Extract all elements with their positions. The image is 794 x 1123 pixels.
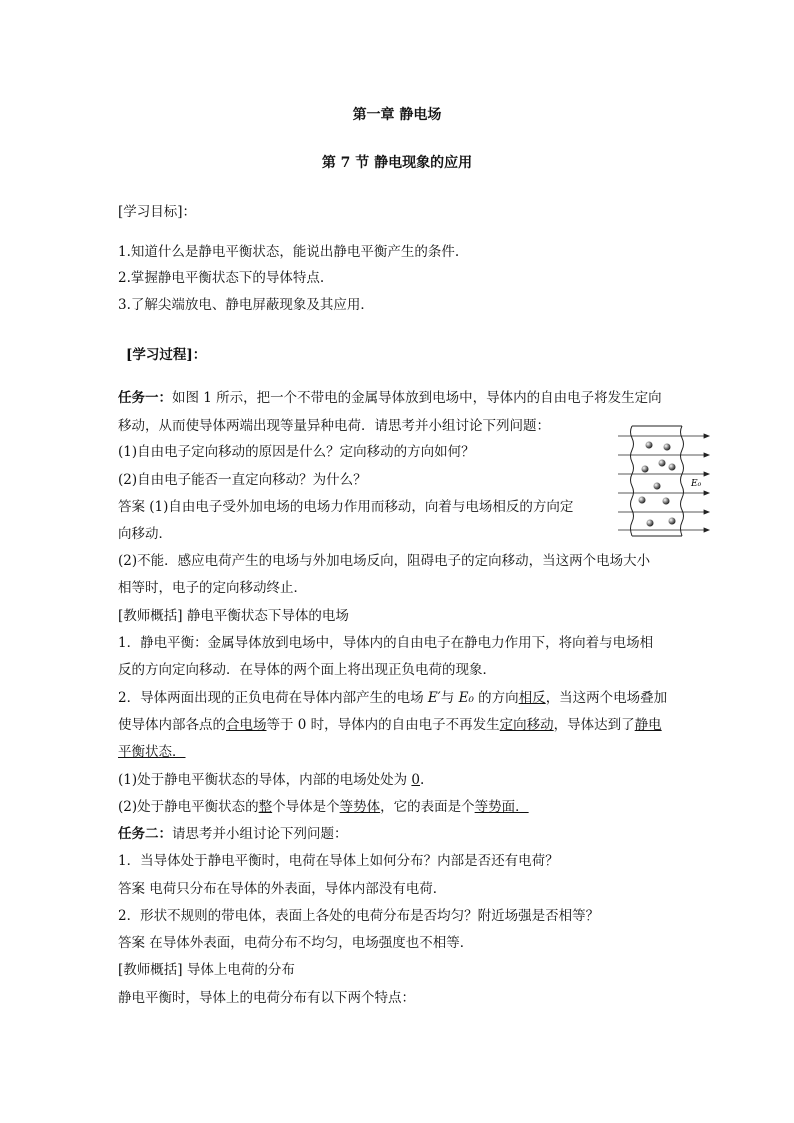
conductor-in-field-figure: [612, 424, 712, 542]
task2-answer1: 答案 电荷只分布在导体的外表面，导体内部没有电荷．: [118, 881, 447, 897]
conductor-right-edge: [681, 426, 684, 536]
task1-answer1-line2: 向移动．: [118, 526, 172, 542]
summary2-text: 静电平衡时，导体上的电荷分布有以下两个特点：: [118, 990, 415, 1006]
task1-label: 任务一：: [118, 390, 172, 406]
underline-net-field: 合电场: [226, 717, 267, 733]
task1-answer2-line2: 相等时，电子的定向移动终止．: [118, 580, 307, 596]
summary1-p2: 2．导体两面出现的正负电荷在导体内部产生的电场 E′与 E₀ 的方向相反，当这两个电场叠加: [118, 690, 668, 706]
goal-item: 2.掌握静电平衡状态下的导体特点.: [118, 270, 325, 286]
chapter-title: 第一章 静电场: [352, 107, 442, 123]
goal-item: 3.了解尖端放电、静电屏蔽现象及其应用．: [118, 297, 374, 313]
task2-intro: 任务二：请思考并小组讨论下列问题：: [118, 826, 348, 842]
field-label: E₀: [691, 479, 702, 489]
summary1-p4: 平衡状态．: [118, 744, 186, 760]
goal-item: 1.知道什么是静电平衡状态，能说出静电平衡产生的条件.: [118, 244, 460, 260]
goals-heading: [学习目标]：: [118, 204, 197, 220]
task1-line2: 移动，从而使导体两端出现等量异种电荷．请思考并小组讨论下列问题：: [118, 418, 550, 434]
process-heading: [学习过程]：: [126, 347, 207, 363]
section-title: 第 7 节 静电现象的应用: [321, 155, 473, 171]
underline-directed-motion: 定向移动: [499, 717, 554, 733]
task2-label: 任务二：: [118, 826, 172, 842]
task1-line1: 任务一：如图 1 所示，把一个不带电的金属导体放到电场中，导体内的自由电子将发生定向: [118, 390, 662, 406]
task1-answer2-line1: (2)不能．感应电荷产生的电场与外加电场反向，阻碍电子的定向移动，当这两个电场大小: [118, 553, 651, 569]
task2-question2: 2．形状不规则的带电体，表面上各处的电荷分布是否均匀？附近场强是否相等？: [118, 908, 600, 924]
task1-question1: (1)自由电子定向移动的原因是什么？定向移动的方向如何？: [118, 444, 475, 460]
summary1-p1-line1: 1．静电平衡：金属导体放到电场中，导体内的自由电子在静电力作用下，将向着与电场相: [118, 635, 654, 651]
task1-question2: (2)自由电子能否一直定向移动？为什么？: [118, 472, 367, 488]
electrons: [639, 442, 676, 527]
task2-question1: 1．当导体处于静电平衡时，电荷在导体上如何分布？内部是否还有电荷？: [118, 853, 559, 869]
summary1-item1: (1)处于静电平衡状态的导体，内部的电场处处为 0.: [118, 772, 425, 788]
task1-answer1-line1: 答案 (1)自由电子受外加电场的电场力作用而移动，向着与电场相反的方向定: [118, 499, 574, 515]
summary1-heading: [教师概括] 静电平衡状态下导体的电场: [118, 608, 349, 624]
underline-opposite: 相反: [518, 690, 546, 706]
summary1-item2: (2)处于静电平衡状态的整个导体是个等势体，它的表面是个等势面．: [118, 799, 529, 815]
conductor-left-edge: [631, 426, 634, 536]
underline-electrostatic: 静电: [634, 717, 662, 733]
task2-answer2: 答案 在导体外表面，电荷分布不均匀，电场强度也不相等．: [118, 935, 474, 951]
summary1-p3: 使导体内部各点的合电场等于 0 时，导体内的自由电子不再发生定向移动，导体达到了静电: [118, 717, 662, 733]
summary1-p1-line2: 反的方向定向移动．在导体的两个面上将出现正负电荷的现象．: [118, 662, 496, 678]
summary2-heading: [教师概括] 导体上电荷的分布: [118, 962, 295, 978]
